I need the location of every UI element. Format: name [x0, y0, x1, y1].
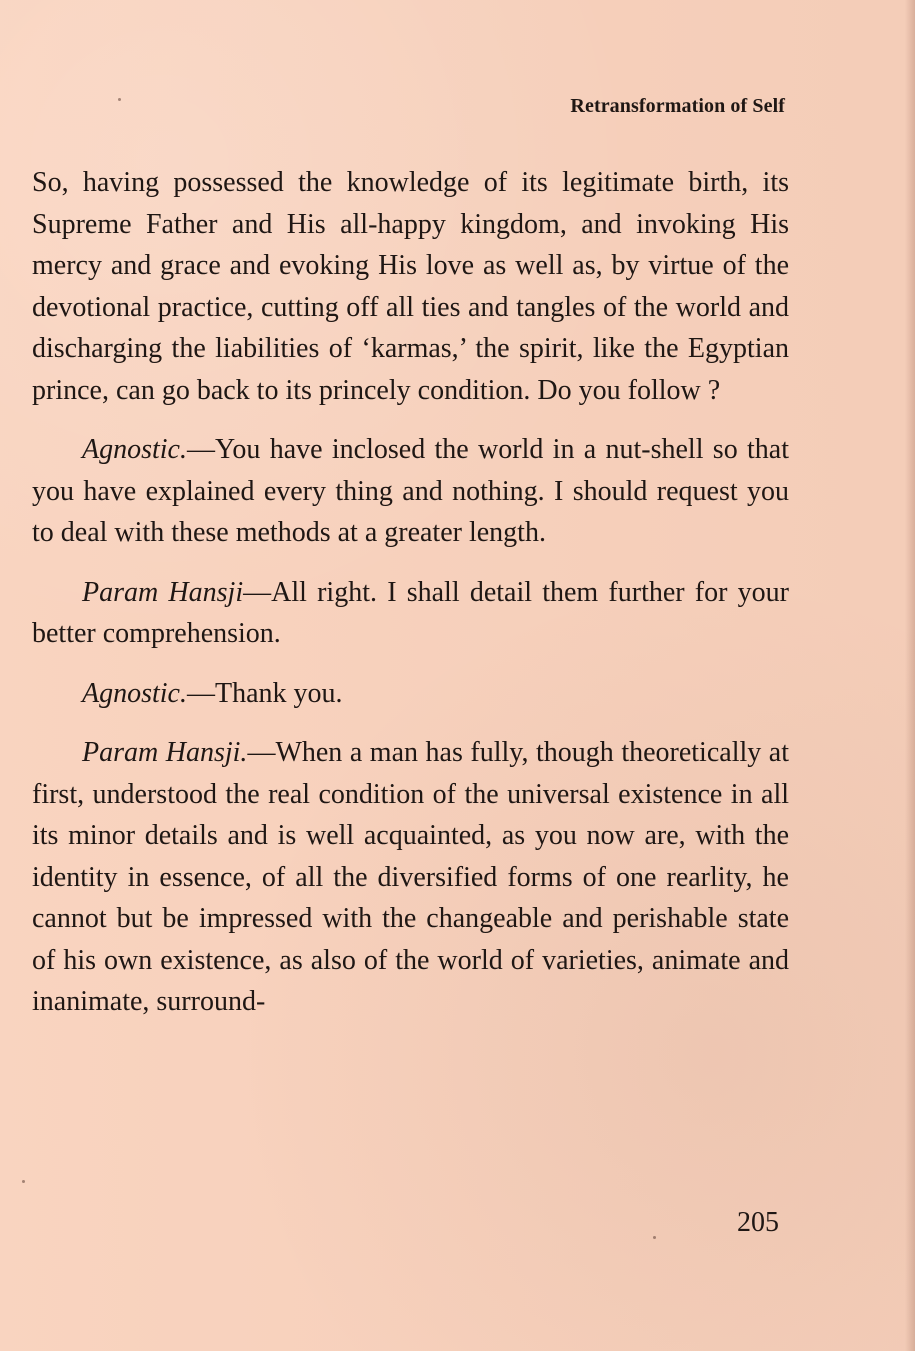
speaker-name: Param Hansji: [82, 576, 244, 608]
dialogue-paragraph-param-hansji: [32, 732, 789, 1023]
dialogue-text: —When a man has fully, though theoretically at first, understood the real condition of the universal existence in all its minor details and is well acquainted, as you now are, with the identity in essence, of all the diversified forms of one rearlity, he cannot but be impressed with the changeable and perishable state of his own existence, as also of the world of varieties, animate and inanimate, surround-: [32, 737, 789, 1017]
speaker-name: Param Hansji.: [82, 737, 248, 768]
paragraph-text: So, having possessed the knowledge of its legitimate birth, its Supreme Father and His all-happy kingdom, and invoking His mercy and grace and evoking His love as well as, by virtue of the devotional practice, cutting off all ties and tangles of the world and discharging the liabilities of ‘karmas,’ the spirit, like the Egyptian prince, can go back to its princely condition. Do you follow ?: [32, 167, 789, 406]
dialogue-text: —Thank you.: [187, 677, 343, 709]
dialogue-text: —You have inclosed the world in a nut-shell so that you have explained every thing and nothing. I should request you to deal with these methods at a greater length.: [32, 434, 789, 548]
dialogue-paragraph-agnostic: [32, 429, 789, 554]
paper-speck: [22, 1180, 25, 1183]
page-edge-shadow: [905, 0, 915, 1351]
paper-speck: [653, 1236, 656, 1239]
speaker-name: Agnostic.: [82, 434, 187, 465]
dialogue-text: —All right. I shall detail them further for your better comprehension.: [32, 576, 789, 649]
paragraph-intro: [32, 162, 789, 411]
running-header: Retransformation of Self: [570, 95, 785, 117]
dialogue-paragraph-agnostic: [32, 673, 789, 715]
body-text: [32, 162, 789, 1023]
speaker-name: Agnostic.: [82, 677, 187, 709]
paper-speck: [118, 98, 121, 101]
page-number: 205: [737, 1207, 779, 1238]
dialogue-paragraph-param-hansji: [32, 572, 789, 655]
